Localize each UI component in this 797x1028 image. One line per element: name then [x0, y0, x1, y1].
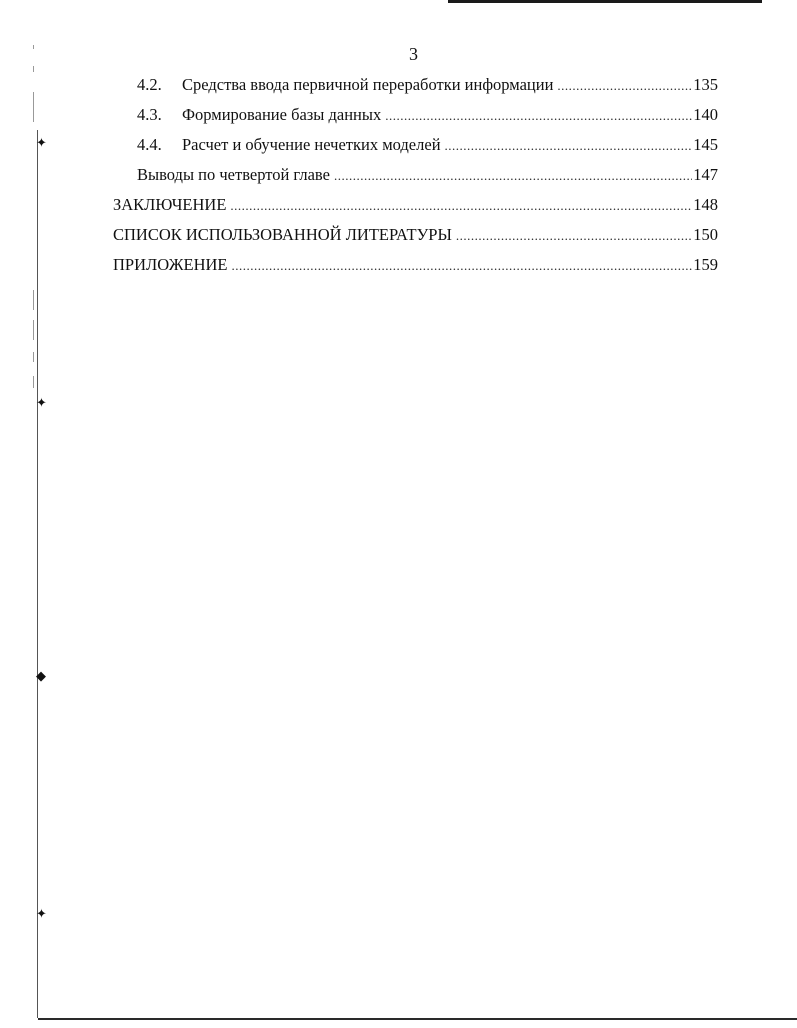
toc-entry-title: Расчет и обучение нечетких моделей	[182, 135, 441, 154]
toc-entry-page: 148	[693, 195, 718, 214]
toc-entry-page: 150	[693, 225, 718, 244]
binding-hole-mark-icon: ✦	[36, 396, 47, 411]
binding-hole-mark-icon: ◆	[36, 669, 46, 684]
toc-entry	[113, 190, 718, 220]
toc-entry	[113, 100, 718, 130]
toc-entry-number: 4.4.	[137, 135, 162, 154]
toc-entry	[113, 160, 718, 190]
binding-hole-mark-icon: ✦	[36, 907, 47, 922]
toc-entry-page: 147	[693, 165, 718, 184]
scan-bottom-edge-line	[38, 1018, 797, 1020]
toc-entry-title: Формирование базы данных	[182, 105, 382, 124]
toc-dot-leader	[231, 251, 692, 281]
toc-entry-number: 4.3.	[137, 105, 162, 124]
toc-entry-page: 140	[693, 105, 718, 124]
toc-dot-leader	[456, 221, 692, 251]
toc-entry-title: Средства ввода первичной переработки информации	[182, 75, 554, 94]
scan-margin-tick	[33, 290, 34, 310]
toc-entry-title: СПИСОК ИСПОЛЬЗОВАННОЙ ЛИТЕРАТУРЫ	[113, 225, 452, 244]
toc-entry	[113, 70, 718, 100]
toc-entry	[113, 250, 718, 280]
toc-entry	[113, 220, 718, 250]
binding-hole-mark-icon: ✦	[36, 136, 47, 151]
toc-dot-leader	[230, 191, 692, 221]
scan-margin-tick	[33, 376, 34, 388]
scan-margin-tick	[33, 92, 34, 122]
scan-margin-tick	[33, 66, 34, 72]
toc-dot-leader	[445, 131, 693, 161]
scan-top-edge-line	[448, 0, 762, 3]
toc-entry-page: 145	[693, 135, 718, 154]
toc-entry-page: 159	[693, 255, 718, 274]
toc-entry-title: ЗАКЛЮЧЕНИЕ	[113, 195, 227, 214]
toc-dot-leader	[334, 161, 692, 191]
toc-dot-leader	[385, 101, 692, 131]
scan-margin-tick	[33, 45, 34, 49]
page-number: 3	[409, 44, 418, 64]
scan-left-margin-line	[37, 130, 38, 1018]
toc-dot-leader	[557, 71, 692, 101]
toc-entry-number: 4.2.	[137, 75, 162, 94]
table-of-contents	[113, 70, 718, 280]
toc-entry-title: ПРИЛОЖЕНИЕ	[113, 255, 228, 274]
toc-entry	[113, 130, 718, 160]
toc-entry-page: 135	[693, 75, 718, 94]
scan-margin-tick	[33, 320, 34, 340]
toc-entry-title: Выводы по четвертой главе	[137, 165, 330, 184]
scan-margin-tick	[33, 352, 34, 362]
